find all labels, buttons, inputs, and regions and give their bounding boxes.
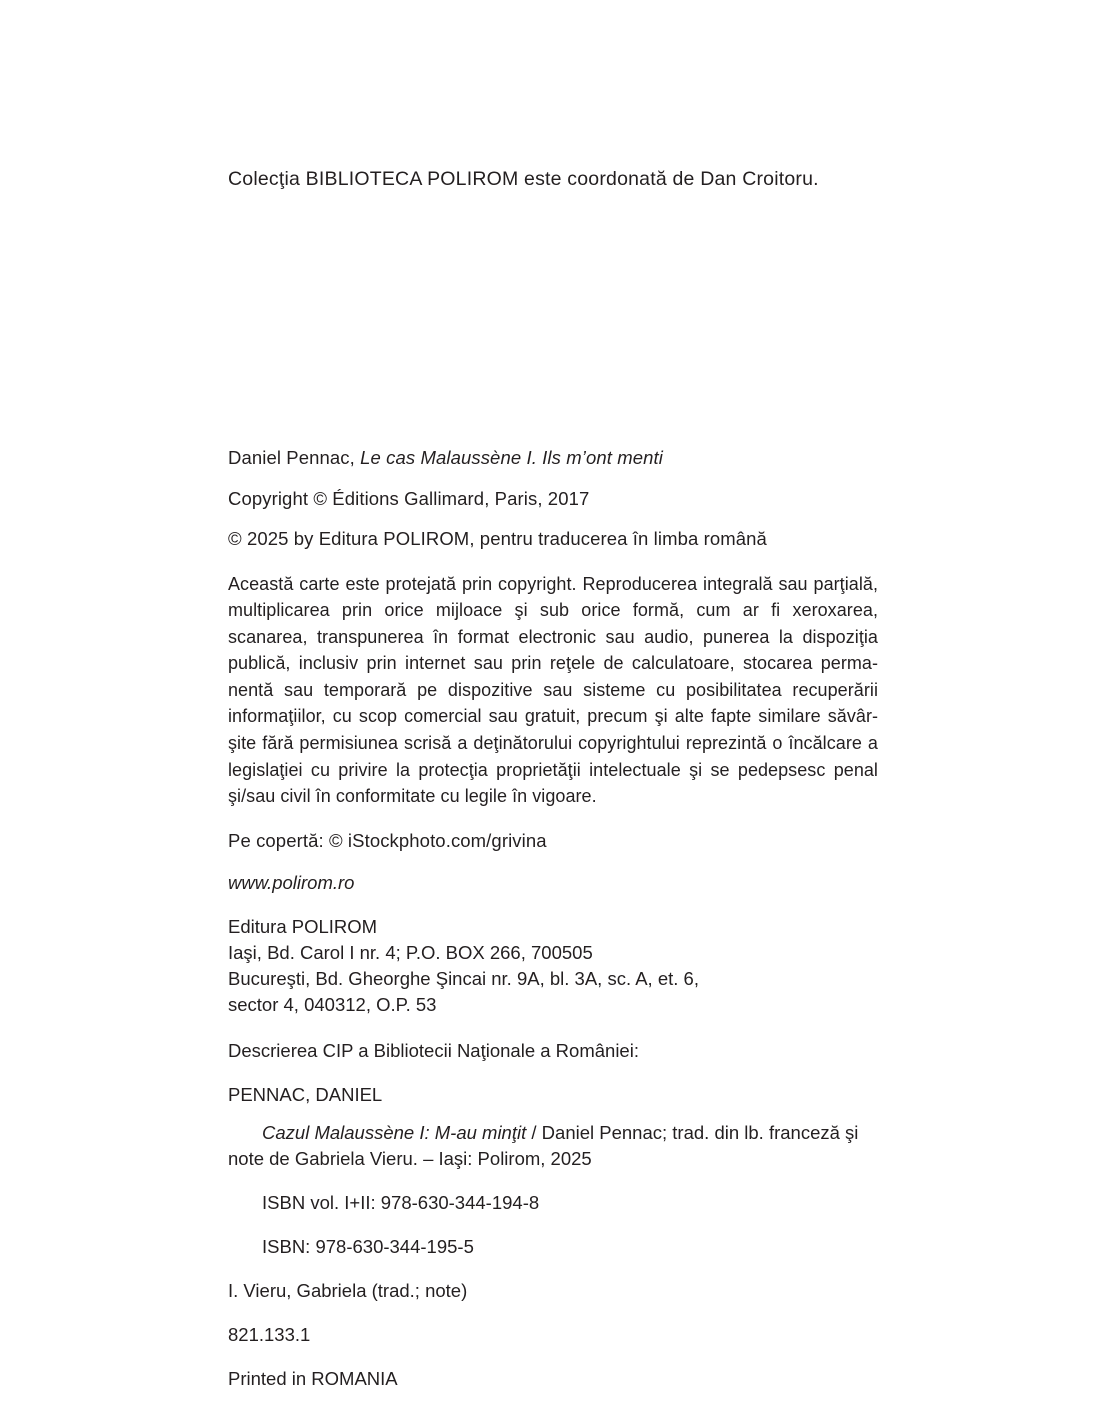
page-content — [228, 168, 878, 1390]
translator-entry: I. Vieru, Gabriela (trad.; note) — [228, 1280, 468, 1302]
original-title-line — [228, 449, 878, 468]
address-line-2: Bucureşti, Bd. Gheorghe Şincai nr. 9A, bl. 3A, sc. A, et. 6, — [228, 968, 699, 990]
cip-entry — [228, 1120, 878, 1172]
original-title: Le cas Malaussène I. Ils m’ont menti — [360, 447, 663, 468]
classification-code: 821.133.1 — [228, 1324, 311, 1346]
cip-title-italic: Cazul Malaussène I: M-au minţit — [262, 1122, 527, 1144]
address-line-3: sector 4, 040312, O.P. 53 — [228, 994, 437, 1016]
isbn-volumes: ISBN vol. I+II: 978-630-344-194-8 — [262, 1192, 540, 1214]
website-link[interactable]: www.polirom.ro — [228, 872, 355, 894]
cip-title-rest: / Daniel Pennac; trad. din lb. franceză şi note de Gabriela Vieru. – Iaşi: Polirom, 2025 — [228, 1122, 859, 1170]
copyright-original: Copyright © Éditions Gallimard, Paris, 2017 — [228, 487, 590, 509]
cip-heading: Descrierea CIP a Bibliotecii Naţionale a României: — [228, 1040, 639, 1062]
publisher-address — [228, 914, 878, 1018]
printed-in: Printed in ROMANIA — [228, 1368, 398, 1390]
cip-author: PENNAC, DANIEL — [228, 1084, 383, 1106]
address-line-1: Iaşi, Bd. Carol I nr. 4; P.O. BOX 266, 700505 — [228, 942, 593, 964]
legal-notice: Această carte este protejată prin copyright. Reproducerea integrală sau parţială, multiplicarea prin orice mijloace şi sub orice formă, cum ar fi xeroxarea, scanarea, transpunerea în format electronic sau audio, punerea la dispoziţia publică, inclusiv prin internet sau prin reţele de calculatoare, stocarea permanentă sau temporară pe dispozitive sau sisteme cu posibilitatea recuperării informaţiilor, cu scop comercial sau gratuit, precum şi alte fapte similare săvârşite fără permisiunea scrisă a deţinătorului copyrightului reprezintă o încălcare a legislaţiei cu privire la protecţia proprietăţii intelectuale şi se pedepsesc penal şi/sau civil în conformitate cu legile în vigoare. — [228, 573, 878, 807]
copyright-romanian: © 2025 by Editura POLIROM, pentru traducerea în limba română — [228, 528, 767, 549]
original-author: Daniel Pennac, — [228, 447, 361, 468]
publisher-name: Editura POLIROM — [228, 916, 378, 938]
copyright-block — [228, 449, 878, 1412]
collection-note: Colecţia BIBLIOTECA POLIROM este coordonată de Dan Croitoru. — [228, 168, 819, 190]
isbn-single: ISBN: 978-630-344-195-5 — [262, 1236, 474, 1258]
cover-credit: Pe copertă: © iStockphoto.com/grivina — [228, 829, 547, 851]
